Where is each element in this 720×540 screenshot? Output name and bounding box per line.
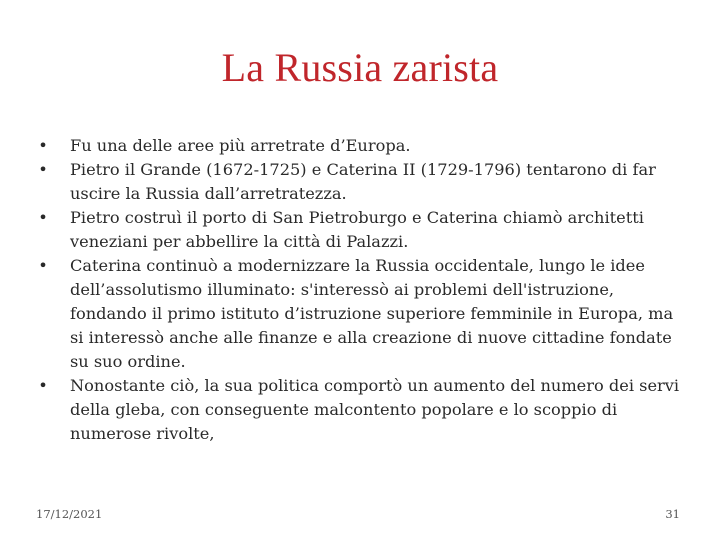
bullet-text: Pietro costruì il porto di San Pietroburgo e Caterina chiamò architetti veneziani per abbellire la città di Palazzi. [70, 208, 644, 251]
bullet-icon: • [38, 160, 48, 179]
footer-date: 17/12/2021 [36, 507, 103, 521]
bullet-item [36, 374, 686, 446]
bullet-item [36, 134, 686, 158]
bullet-icon: • [38, 376, 48, 395]
bullet-text: Fu una delle aree più arretrate d’Europa. [70, 136, 411, 155]
bullet-text: Pietro il Grande (1672-1725) e Caterina II (1729-1796) tentarono di far uscire la Russia dall’arretratezza. [70, 160, 656, 203]
bullet-item [36, 206, 686, 254]
bullet-item [36, 158, 686, 206]
slide-title: La Russia zarista [221, 45, 499, 90]
bullet-item [36, 254, 686, 374]
bullet-text: Nonostante ciò, la sua politica comportò un aumento del numero dei servi della gleba, con conseguente malcontento popolare e lo scoppio di numerose rivolte, [70, 376, 680, 443]
slide-number: 31 [665, 507, 680, 521]
bullet-icon: • [38, 208, 48, 227]
bullet-list [36, 134, 686, 446]
bullet-icon: • [38, 256, 48, 275]
bullet-icon: • [38, 136, 48, 155]
bullet-text: Caterina continuò a modernizzare la Russia occidentale, lungo le idee dell’assolutismo illuminato: s'interessò ai problemi dell'istruzione, fondando il primo istituto d’istruzione superiore femminile in Europa, ma si interessò anche alle finanze e alla creazione di nuove cittadine fondate su suo ordine. [70, 256, 674, 371]
